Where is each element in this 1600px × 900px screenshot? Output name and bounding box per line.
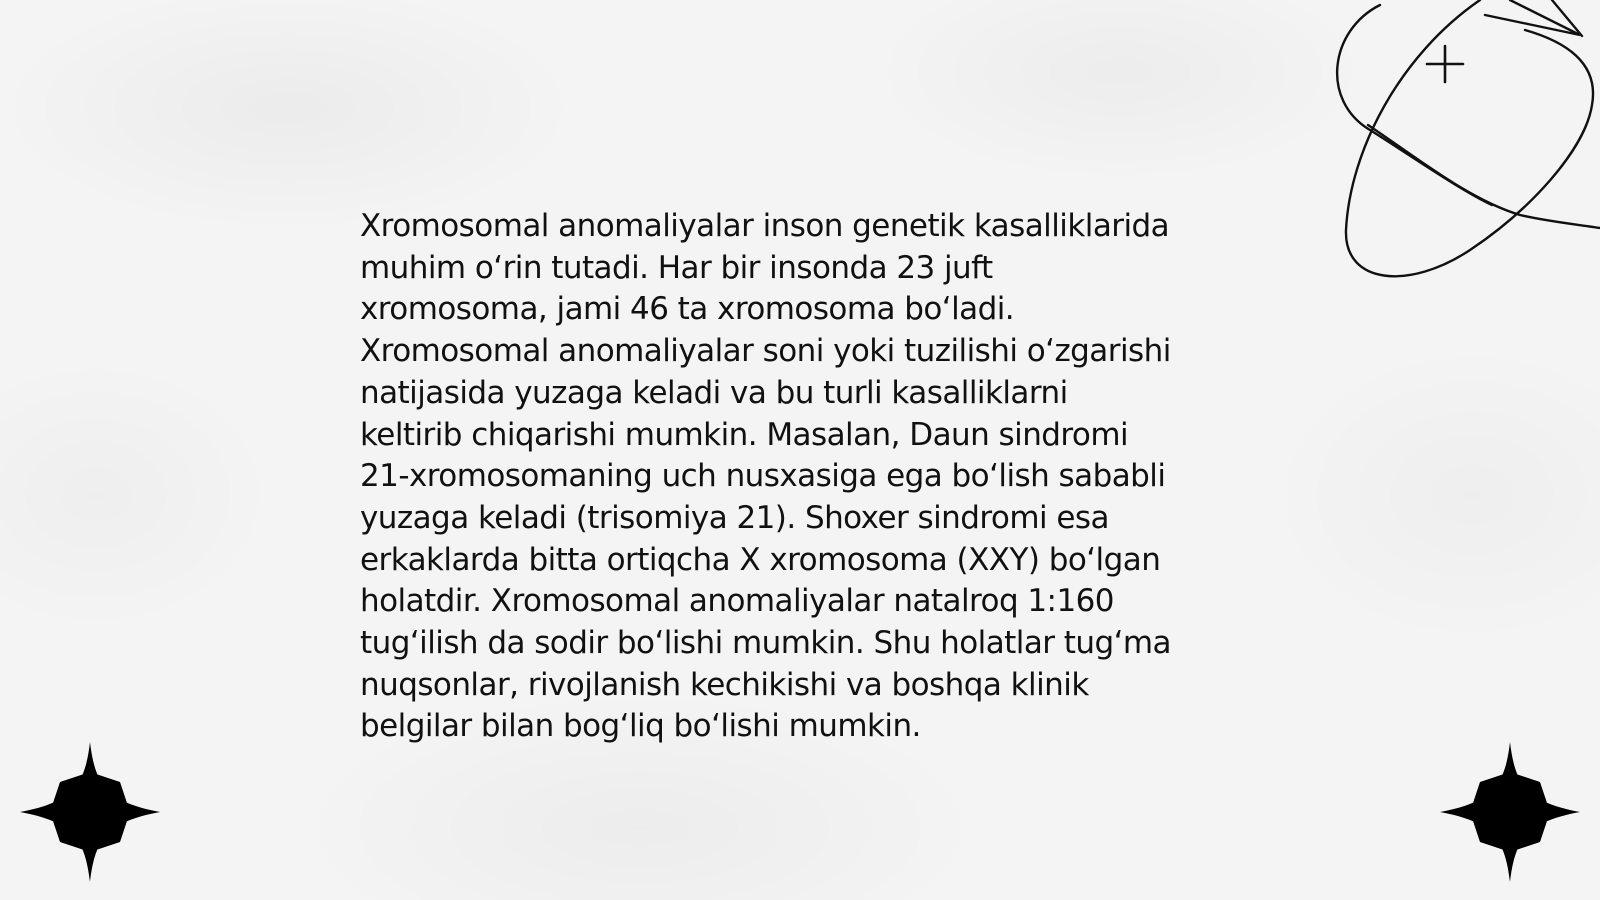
paragraph-line: belgilar bilan bog‘liq bo‘lishi mumkin. [360,708,921,745]
paragraph-line: yuzaga keladi (trisomiya 21). Shoxer sindromi esa [360,499,1109,536]
paragraph-line: Xromosomal anomaliyalar soni yoki tuzilishi o‘zgarishi [360,333,1171,370]
four-point-star-icon [1440,742,1580,882]
paragraph-line: erkaklarda bitta ortiqcha X xromosoma (XXY) bo‘lgan [360,541,1161,578]
paragraph-line: tug‘ilish da sodir bo‘lishi mumkin. Shu holatlar tug‘ma [360,625,1172,662]
small-sparkle-icon [1424,43,1466,85]
body-paragraph [360,206,1240,748]
paragraph-line: holatdir. Xromosomal anomaliyalar natalroq 1:160 [360,583,1114,620]
four-point-star-icon [20,742,160,882]
paragraph-line: xromosoma, jami 46 ta xromosoma bo‘ladi. [360,291,1015,328]
paragraph-line: 21-xromosomaning uch nusxasiga ega bo‘lish sababli [360,458,1166,495]
paragraph-line: Xromosomal anomaliyalar inson genetik kasalliklarida [360,208,1170,244]
paragraph-line: keltirib chiqarishi mumkin. Masalan, Daun sindromi [360,416,1129,453]
paragraph-line: natijasida yuzaga keladi va bu turli kasalliklarni [360,374,1068,411]
paragraph-line: muhim o‘rin tutadi. Har bir insonda 23 juft [360,249,993,286]
paragraph-line: nuqsonlar, rivojlanish kechikishi va boshqa klinik [360,666,1089,703]
